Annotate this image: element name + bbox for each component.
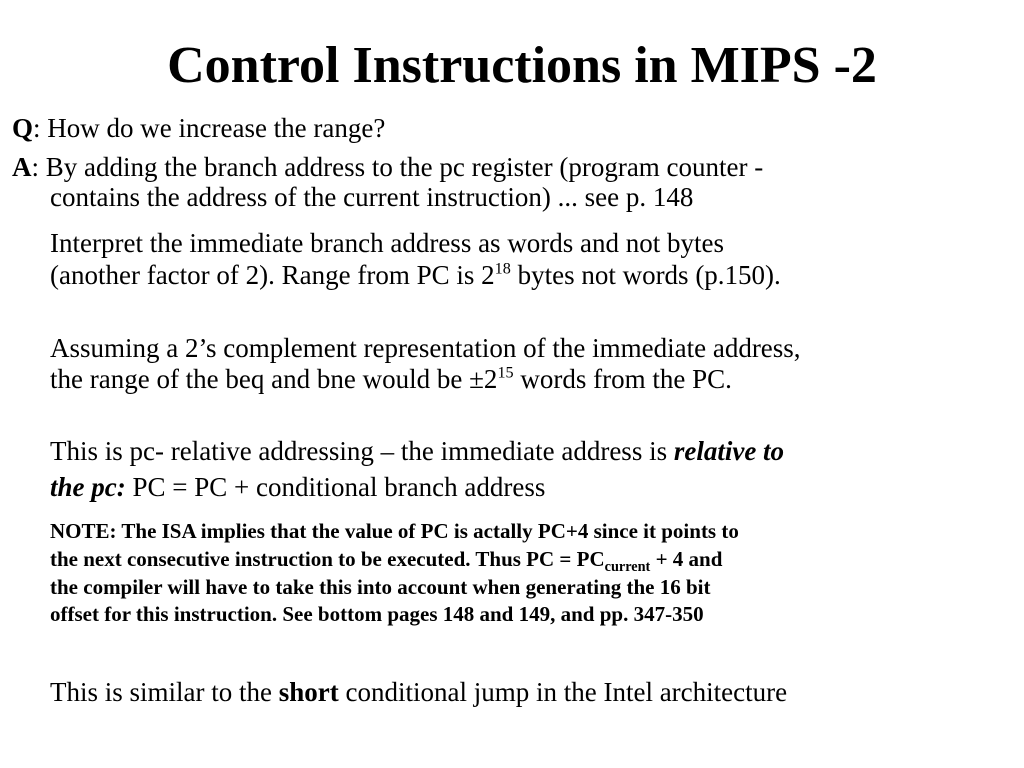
assume-line-2 bbox=[50, 364, 732, 394]
assume-text-post: words from the PC. bbox=[513, 364, 732, 394]
answer-line-1 bbox=[12, 152, 763, 182]
note-line-2 bbox=[50, 546, 723, 575]
relative-emphasis-2: the pc: bbox=[50, 472, 126, 502]
interpret-text-post: bytes not words (p.150). bbox=[510, 260, 781, 290]
similar-text-pre: This is similar to the bbox=[50, 677, 279, 707]
note-line-1: NOTE: The ISA implies that the value of PC is actally PC+4 since it points to bbox=[50, 519, 739, 543]
interpret-line-2 bbox=[50, 260, 781, 290]
interpret-exponent: 18 bbox=[494, 259, 511, 278]
relative-formula: PC = PC + conditional branch address bbox=[125, 472, 546, 502]
answer-text-1: : By adding the branch address to the pc register (program counter - bbox=[31, 152, 764, 182]
answer-line-2: contains the address of the current instruction) ... see p. 148 bbox=[50, 182, 694, 212]
relative-line-1 bbox=[50, 436, 784, 466]
note-text-post: + 4 and bbox=[650, 547, 723, 571]
assume-line-1: Assuming a 2’s complement representation of the immediate address, bbox=[50, 333, 801, 363]
similar-bold-word: short bbox=[278, 677, 339, 707]
note-text-pre: the next consecutive instruction to be executed. Thus PC = PC bbox=[50, 547, 605, 571]
similar-text-post: conditional jump in the Intel architecture bbox=[338, 677, 788, 707]
slide-title: Control Instructions in MIPS -2 bbox=[167, 37, 877, 94]
note-subscript: current bbox=[604, 558, 651, 575]
interpret-text-pre: (another factor of 2). Range from PC is 2 bbox=[50, 260, 495, 290]
relative-emphasis-1: relative to bbox=[673, 436, 785, 466]
relative-line-2 bbox=[50, 472, 545, 502]
question-label: Q bbox=[12, 113, 34, 143]
note-line-3: the compiler will have to take this into account when generating the 16 bit bbox=[50, 575, 711, 599]
interpret-line-1: Interpret the immediate branch address as words and not bytes bbox=[50, 228, 725, 258]
similar-line bbox=[50, 677, 787, 707]
note-line-4: offset for this instruction. See bottom pages 148 and 149, and pp. 347-350 bbox=[50, 602, 704, 626]
question-line bbox=[12, 113, 385, 143]
assume-exponent: 15 bbox=[497, 363, 514, 382]
assume-text-pre: the range of the beq and bne would be ±2 bbox=[50, 364, 498, 394]
answer-label: A bbox=[12, 152, 32, 182]
question-text: : How do we increase the range? bbox=[33, 113, 386, 143]
relative-text-pre: This is pc- relative addressing – the immediate address is bbox=[50, 436, 674, 466]
